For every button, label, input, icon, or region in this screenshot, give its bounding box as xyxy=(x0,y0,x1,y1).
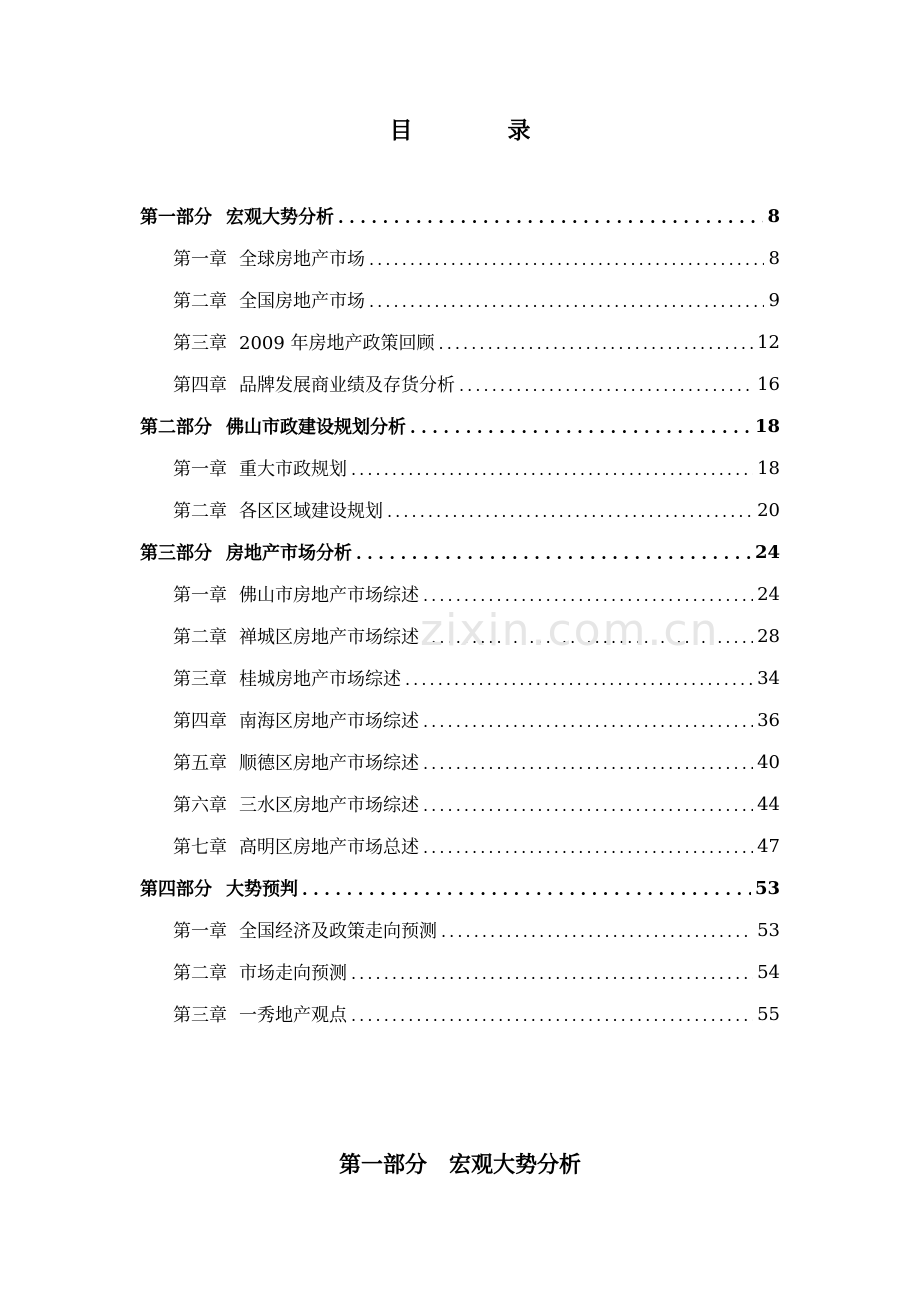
entry-title: 市场走向预测 xyxy=(239,963,347,984)
dot-leader xyxy=(423,796,753,815)
page-number: 18 xyxy=(754,415,780,437)
entry-title: 全国房地产市场 xyxy=(239,291,365,312)
entry-label: 第三章 xyxy=(173,1005,227,1026)
entry-label: 第五章 xyxy=(173,753,227,774)
page-number: 44 xyxy=(757,793,780,815)
entry-title: 2009 年房地产政策回顾 xyxy=(239,333,435,354)
entry-label: 第四部分 xyxy=(140,879,212,900)
entry-label: 第二章 xyxy=(173,963,227,984)
dot-leader xyxy=(369,250,764,269)
entry-title: 桂城房地产市场综述 xyxy=(239,669,401,690)
entry-label: 第二部分 xyxy=(140,417,212,438)
toc-chapter-entry[interactable] xyxy=(140,993,780,1035)
entry-label: 第一章 xyxy=(173,585,227,606)
toc-list xyxy=(140,195,780,1035)
entry-label: 第七章 xyxy=(173,837,227,858)
page-number: 12 xyxy=(757,331,780,353)
toc-chapter-entry[interactable] xyxy=(140,447,780,489)
toc-chapter-entry[interactable] xyxy=(140,615,780,657)
page-number: 53 xyxy=(754,877,780,899)
dot-leader xyxy=(423,586,753,605)
entry-title: 高明区房地产市场总述 xyxy=(239,837,419,858)
dot-leader xyxy=(423,754,753,773)
dot-leader xyxy=(356,544,751,563)
entry-label: 第四章 xyxy=(173,711,227,732)
page-number: 8 xyxy=(767,205,780,227)
page-number: 36 xyxy=(757,709,780,731)
page-number: 47 xyxy=(757,835,780,857)
dot-leader xyxy=(439,334,754,353)
toc-chapter-entry[interactable] xyxy=(140,573,780,615)
page-number: 16 xyxy=(757,373,780,395)
entry-title: 佛山市房地产市场综述 xyxy=(239,585,419,606)
dot-leader xyxy=(351,964,753,983)
toc-chapter-entry[interactable] xyxy=(140,825,780,867)
dot-leader xyxy=(405,670,753,689)
page-number: 54 xyxy=(757,961,780,983)
entry-label: 第六章 xyxy=(173,795,227,816)
entry-label: 第三章 xyxy=(173,333,227,354)
dot-leader xyxy=(369,292,764,311)
entry-title: 三水区房地产市场综述 xyxy=(239,795,419,816)
toc-title: 目 录 xyxy=(389,117,567,144)
toc-chapter-entry[interactable] xyxy=(140,783,780,825)
dot-leader xyxy=(302,880,751,899)
entry-title: 全球房地产市场 xyxy=(239,249,365,270)
entry-label: 第一章 xyxy=(173,459,227,480)
page-number: 24 xyxy=(754,541,780,563)
entry-title: 佛山市政建设规划分析 xyxy=(226,417,406,438)
dot-leader xyxy=(351,1006,753,1025)
page-number: 9 xyxy=(768,289,780,311)
page-number: 24 xyxy=(757,583,780,605)
entry-title: 顺德区房地产市场综述 xyxy=(239,753,419,774)
entry-label: 第一章 xyxy=(173,921,227,942)
dot-leader xyxy=(410,418,751,437)
toc-part-entry[interactable] xyxy=(140,531,780,573)
toc-chapter-entry[interactable] xyxy=(140,321,780,363)
toc-part-entry[interactable] xyxy=(140,867,780,909)
watermark: zixin.com.cn xyxy=(420,605,720,656)
entry-label: 第二章 xyxy=(173,501,227,522)
entry-label: 第三部分 xyxy=(140,543,212,564)
toc-chapter-entry[interactable] xyxy=(140,279,780,321)
entry-title: 大势预判 xyxy=(226,879,298,900)
page-number: 20 xyxy=(757,499,780,521)
toc-chapter-entry[interactable] xyxy=(140,489,780,531)
toc-chapter-entry[interactable] xyxy=(140,657,780,699)
entry-label: 第二章 xyxy=(173,627,227,648)
page-number: 55 xyxy=(757,1003,780,1025)
toc-chapter-entry[interactable] xyxy=(140,909,780,951)
entry-title: 重大市政规划 xyxy=(239,459,347,480)
entry-title: 一秀地产观点 xyxy=(239,1005,347,1026)
entry-title: 禅城区房地产市场综述 xyxy=(239,627,419,648)
entry-label: 第二章 xyxy=(173,291,227,312)
entry-label: 第一部分 xyxy=(140,207,212,228)
entry-label: 第一章 xyxy=(173,249,227,270)
entry-title: 品牌发展商业绩及存货分析 xyxy=(239,375,455,396)
dot-leader xyxy=(423,838,753,857)
toc-chapter-entry[interactable] xyxy=(140,699,780,741)
toc-chapter-entry[interactable] xyxy=(140,237,780,279)
page-number: 8 xyxy=(768,247,780,269)
dot-leader xyxy=(423,628,753,647)
dot-leader xyxy=(459,376,753,395)
entry-label: 第四章 xyxy=(173,375,227,396)
entry-title: 各区区域建设规划 xyxy=(239,501,383,522)
entry-label: 第三章 xyxy=(173,669,227,690)
entry-title: 全国经济及政策走向预测 xyxy=(239,921,437,942)
toc-chapter-entry[interactable] xyxy=(140,951,780,993)
entry-title: 宏观大势分析 xyxy=(226,207,334,228)
section-heading: 第一部分 宏观大势分析 xyxy=(338,1152,581,1178)
entry-title: 南海区房地产市场综述 xyxy=(239,711,419,732)
page-number: 34 xyxy=(757,667,780,689)
entry-title: 房地产市场分析 xyxy=(226,543,352,564)
page-number: 28 xyxy=(757,625,780,647)
dot-leader xyxy=(441,922,753,941)
dot-leader xyxy=(423,712,753,731)
dot-leader xyxy=(351,460,753,479)
page-number: 53 xyxy=(757,919,780,941)
toc-chapter-entry[interactable] xyxy=(140,741,780,783)
dot-leader xyxy=(338,208,763,227)
toc-part-entry[interactable] xyxy=(140,405,780,447)
dot-leader xyxy=(387,502,753,521)
page-number: 18 xyxy=(757,457,780,479)
toc-chapter-entry[interactable] xyxy=(140,363,780,405)
page-number: 40 xyxy=(757,751,780,773)
toc-part-entry[interactable] xyxy=(140,195,780,237)
